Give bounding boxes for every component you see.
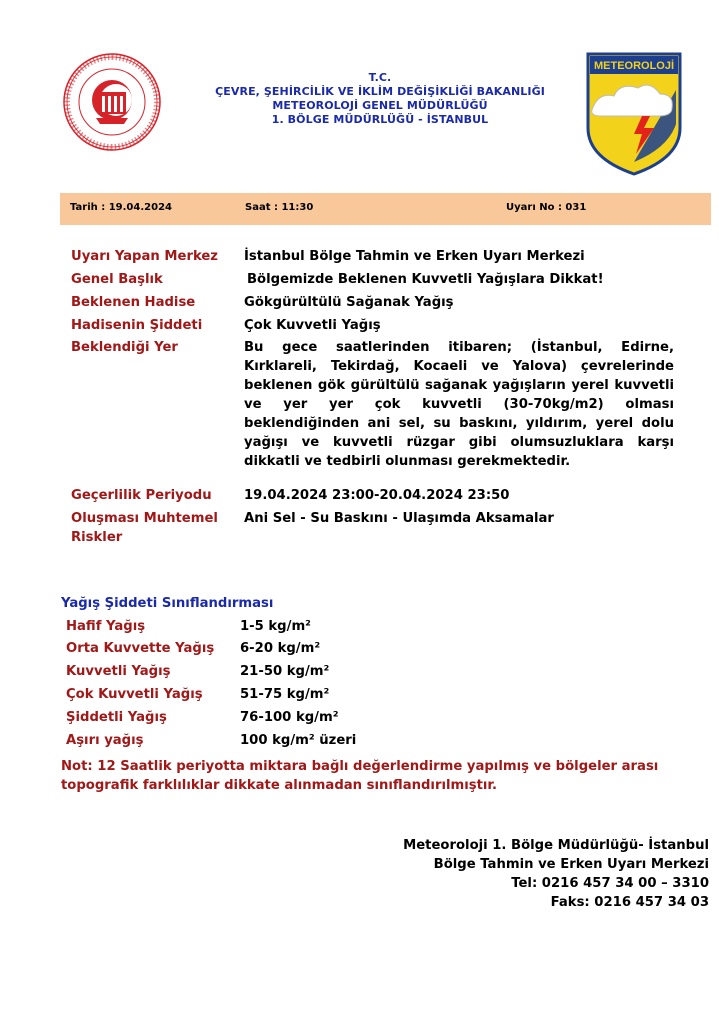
class-value-very-heavy: 51-75 kg/m² <box>240 687 330 702</box>
header-ministry: ÇEVRE, ŞEHİRCİLİK VE İKLİM DEĞİŞİKLİĞİ BAKANLIĞI <box>215 85 545 98</box>
field-value-location: Bu gece saatlerinden itibaren; (İstanbul, Edirne, Kırklareli, Tekirdağ, Kocaeli ve Yalova) çevrelerinde beklenen gök gürültülü sağanak yağışların yerel kuvvetli ve yer yer çok kuvvetli (30-70kg/m2) olması beklendiğinden ani sel, su baskını, yıldırım, yerel dolu yağışı ve kuvvetli rüzgar gibi olumsuzluklara karşı dikkatli ve tedbirli olunması gerekmektedir. <box>244 340 674 469</box>
class-label-very-heavy: Çok Kuvvetli Yağış <box>66 687 203 702</box>
info-bar <box>60 193 711 225</box>
class-label-extreme: Aşırı yağış <box>66 733 144 748</box>
footer-fax: Faks: 0216 457 34 03 <box>550 895 709 910</box>
header-tc: T.C. <box>368 71 392 84</box>
date-label: Tarih : 19.04.2024 <box>70 202 172 213</box>
meteoroloji-logo <box>584 50 684 176</box>
field-value-title: Bölgemizde Beklenen Kuvvetli Yağışlara Dikkat! <box>247 272 604 287</box>
field-value-center: İstanbul Bölge Tahmin ve Erken Uyarı Merkezi <box>244 249 585 264</box>
header-region: 1. BÖLGE MÜDÜRLÜĞÜ - İSTANBUL <box>271 113 489 126</box>
field-label-center: Uyarı Yapan Merkez <box>71 249 218 264</box>
field-label-severity: Hadisenin Şiddeti <box>71 318 203 333</box>
footer-directorate: Meteoroloji 1. Bölge Müdürlüğü- İstanbul <box>403 838 709 853</box>
class-value-heavy: 21-50 kg/m² <box>240 664 330 679</box>
class-value-moderate: 6-20 kg/m² <box>240 641 321 656</box>
class-value-severe: 76-100 kg/m² <box>240 710 339 725</box>
field-label-title: Genel Başlık <box>71 272 163 287</box>
class-label-moderate: Orta Kuvvette Yağış <box>66 641 215 656</box>
header-directorate: METEOROLOJİ GENEL MÜDÜRLÜĞÜ <box>272 99 488 112</box>
logo-text: METEOROLOJİ <box>593 60 675 72</box>
field-value-validity: 19.04.2024 23:00-20.04.2024 23:50 <box>244 488 510 503</box>
class-label-severe: Şiddetli Yağış <box>66 710 167 725</box>
field-value-risks: Ani Sel - Su Baskını - Ulaşımda Aksamalar <box>244 511 554 526</box>
warning-number: Uyarı No : 031 <box>506 202 587 213</box>
field-label-location: Beklendiği Yer <box>71 340 178 355</box>
footer-phone: Tel: 0216 457 34 00 – 3310 <box>511 876 709 891</box>
class-label-heavy: Kuvvetli Yağış <box>66 664 171 679</box>
classification-note: Not: 12 Saatlik periyotta miktara bağlı değerlendirme yapılmış ve bölgeler arası topografik farklılıklar dikkate alınmadan sınıflandırılmıştır. <box>61 759 659 793</box>
time-label: Saat : 11:30 <box>245 202 314 213</box>
class-value-light: 1-5 kg/m² <box>240 619 311 634</box>
classification-title: Yağış Şiddeti Sınıflandırması <box>61 596 274 611</box>
field-value-event: Gökgürültülü Sağanak Yağış <box>244 295 454 310</box>
footer-center: Bölge Tahmin ve Erken Uyarı Merkezi <box>433 857 709 872</box>
class-value-extreme: 100 kg/m² üzeri <box>240 733 357 748</box>
field-value-severity: Çok Kuvvetli Yağış <box>244 318 381 333</box>
ministry-seal-icon <box>62 52 162 152</box>
field-label-validity: Geçerlilik Periyodu <box>71 488 212 503</box>
field-label-event: Beklenen Hadise <box>71 295 196 310</box>
field-label-risks: Oluşması Muhtemel <box>71 511 218 526</box>
field-label-risks-line2: Riskler <box>71 530 123 545</box>
class-label-light: Hafif Yağış <box>66 619 146 634</box>
